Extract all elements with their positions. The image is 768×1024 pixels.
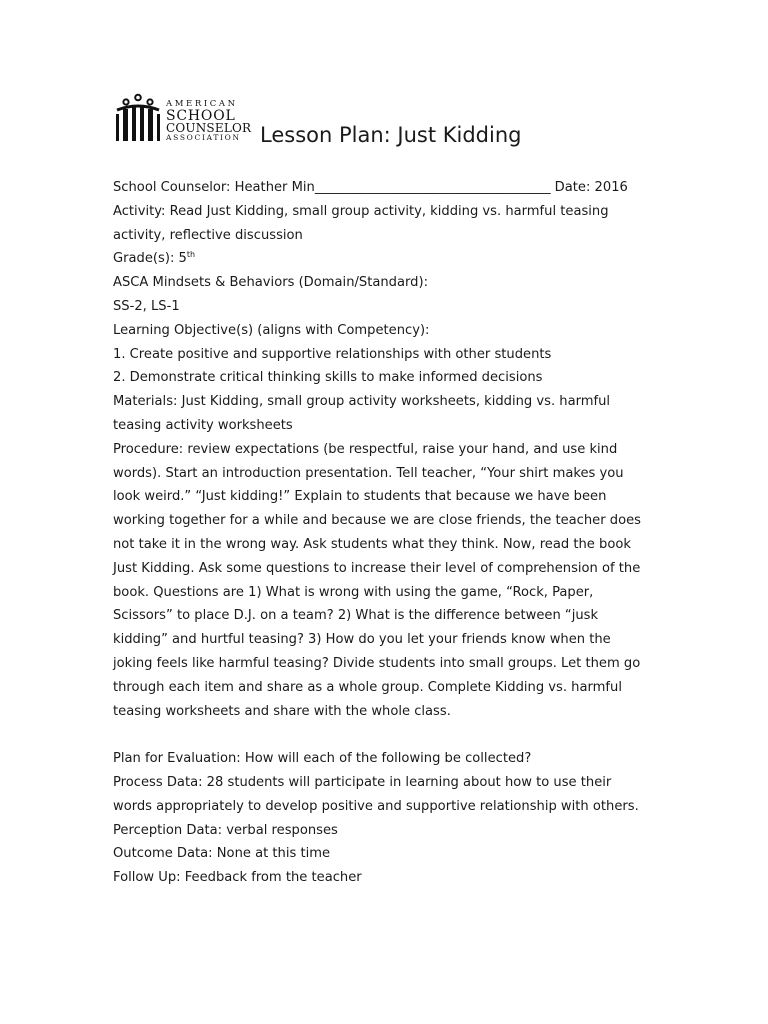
materials-line: Materials: Just Kidding, small group activity worksheets, kidding vs. harmful bbox=[113, 394, 611, 410]
grade-line bbox=[113, 247, 658, 271]
logo-line-counselor: COUNSELOR bbox=[166, 121, 252, 135]
evaluation-heading: Plan for Evaluation: How will each of the following be collected? bbox=[113, 751, 532, 767]
process-data-line: words appropriately to develop positive and supportive relationship with others. bbox=[113, 798, 639, 814]
procedure-line: working together for a while and because we are close friends, the teacher does bbox=[113, 513, 641, 529]
perception-data-line: Perception Data: verbal responses bbox=[113, 822, 338, 838]
procedure-line: Procedure: review expectations (be respectful, raise your hand, and use kind bbox=[113, 441, 618, 457]
procedure-line: kidding” and hurtful teasing? 3) How do you let your friends know when the bbox=[113, 632, 611, 648]
grade-label: Grade(s): 5 bbox=[113, 251, 187, 267]
logo-line-american: AMERICAN bbox=[166, 99, 238, 109]
document-header bbox=[113, 93, 673, 153]
objective-item: 2. Demonstrate critical thinking skills to make informed decisions bbox=[113, 370, 543, 386]
asca-heading: ASCA Mindsets & Behaviors (Domain/Standard): bbox=[113, 275, 428, 291]
objective-item: 1. Create positive and supportive relationships with other students bbox=[113, 346, 552, 362]
procedure-line: not take it in the wrong way. Ask students what they think. Now, read the book bbox=[113, 536, 631, 552]
asca-figures-icon bbox=[113, 93, 165, 145]
procedure-line: through each item and share as a whole group. Complete Kidding vs. harmful bbox=[113, 679, 622, 695]
counselor-label: School Counselor: Heather Min bbox=[113, 180, 315, 195]
procedure-line: book. Questions are 1) What is wrong with using the game, “Rock, Paper, bbox=[113, 584, 594, 600]
procedure-line: teasing worksheets and share with the whole class. bbox=[113, 703, 451, 719]
logo-line-association: ASSOCIATION bbox=[166, 133, 241, 142]
logo-wordmark bbox=[166, 100, 251, 142]
follow-up-line: Follow Up: Feedback from the teacher bbox=[113, 870, 362, 886]
page-title: Lesson Plan: Just Kidding bbox=[260, 123, 522, 147]
procedure-line: words). Start an introduction presentation. Tell teacher, “Your shirt makes you bbox=[113, 465, 624, 481]
asca-standards: SS-2, LS-1 bbox=[113, 298, 180, 314]
procedure-line: Scissors” to place D.J. on a team? 2) What is the difference between “jusk bbox=[113, 608, 599, 624]
grade-suffix: th bbox=[186, 250, 196, 260]
outcome-data-line: Outcome Data: None at this time bbox=[113, 846, 331, 862]
lesson-plan-body bbox=[113, 176, 658, 890]
asca-logo bbox=[113, 93, 253, 149]
procedure-line: look weird.” “Just kidding!” Explain to students that because we have been bbox=[113, 489, 607, 505]
procedure-line: joking feels like harmful teasing? Divide students into small groups. Let them go bbox=[113, 655, 641, 671]
activity-line: Activity: Read Just Kidding, small group activity, kidding vs. harmful teasing bbox=[113, 203, 609, 219]
objectives-heading: Learning Objective(s) (aligns with Competency): bbox=[113, 322, 430, 338]
date-label: Date: 2016 bbox=[550, 180, 628, 195]
activity-line: activity, reflective discussion bbox=[113, 227, 303, 243]
logo-line-school: SCHOOL bbox=[166, 108, 236, 124]
materials-line: teasing activity worksheets bbox=[113, 417, 293, 433]
counselor-line bbox=[113, 176, 658, 200]
paragraph-gap bbox=[113, 723, 658, 747]
procedure-line: Just Kidding. Ask some questions to increase their level of comprehension of the bbox=[113, 560, 641, 576]
process-data-line: Process Data: 28 students will participate in learning about how to use their bbox=[113, 774, 612, 790]
counselor-underline: ____________________________________ bbox=[314, 180, 551, 195]
